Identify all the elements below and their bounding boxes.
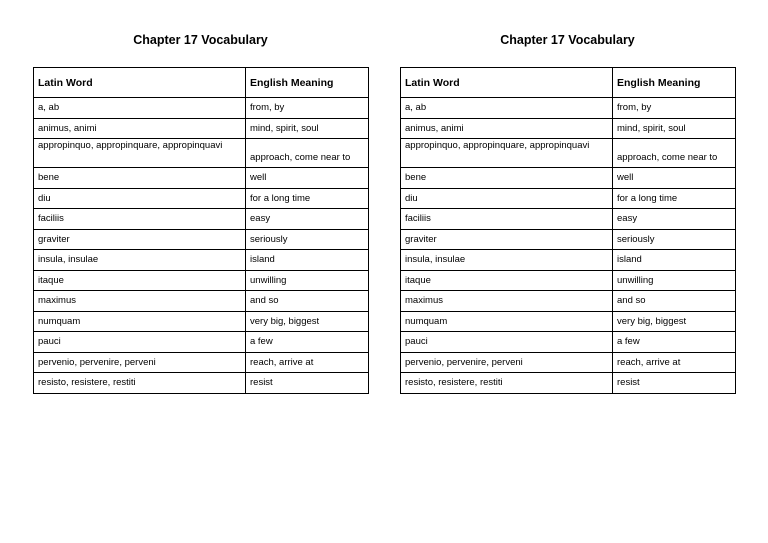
table-row bbox=[34, 332, 369, 353]
table-row bbox=[401, 352, 736, 373]
table-row bbox=[34, 209, 369, 230]
english-meaning-cell: a few bbox=[246, 332, 369, 353]
vocab-table bbox=[400, 67, 736, 394]
table-row bbox=[34, 229, 369, 250]
latin-word-cell: animus, animi bbox=[34, 118, 246, 139]
english-meaning-cell: island bbox=[246, 250, 369, 271]
table-row bbox=[401, 118, 736, 139]
english-meaning-cell: from, by bbox=[613, 98, 736, 119]
latin-word-cell: pervenio, pervenire, perveni bbox=[34, 352, 246, 373]
latin-word-cell: bene bbox=[34, 168, 246, 189]
latin-word-cell: insula, insulae bbox=[34, 250, 246, 271]
latin-word-cell: appropinquo, appropinquare, appropinquavi bbox=[401, 139, 613, 168]
table-row bbox=[34, 373, 369, 394]
latin-word-cell: a, ab bbox=[401, 98, 613, 119]
english-meaning-cell: a few bbox=[613, 332, 736, 353]
english-meaning-cell: and so bbox=[246, 291, 369, 312]
english-meaning-cell: well bbox=[613, 168, 736, 189]
latin-word-cell: pervenio, pervenire, perveni bbox=[401, 352, 613, 373]
english-meaning-cell: easy bbox=[246, 209, 369, 230]
table-row bbox=[401, 311, 736, 332]
latin-word-cell: animus, animi bbox=[401, 118, 613, 139]
english-meaning-cell: reach, arrive at bbox=[246, 352, 369, 373]
table-row bbox=[34, 139, 369, 168]
table-row bbox=[34, 250, 369, 271]
table-header-row bbox=[34, 68, 369, 98]
english-meaning-cell: very big, biggest bbox=[246, 311, 369, 332]
latin-word-cell: appropinquo, appropinquare, appropinquavi bbox=[34, 139, 246, 168]
header-english-meaning: English Meaning bbox=[246, 68, 369, 98]
table-row bbox=[401, 291, 736, 312]
english-meaning-cell: resist bbox=[246, 373, 369, 394]
latin-word-cell: graviter bbox=[34, 229, 246, 250]
latin-word-cell: numquam bbox=[34, 311, 246, 332]
latin-word-cell: insula, insulae bbox=[401, 250, 613, 271]
table-row bbox=[34, 168, 369, 189]
latin-word-cell: bene bbox=[401, 168, 613, 189]
table-row bbox=[34, 311, 369, 332]
english-meaning-cell: unwilling bbox=[613, 270, 736, 291]
latin-word-cell: faciliis bbox=[401, 209, 613, 230]
latin-word-cell: faciliis bbox=[34, 209, 246, 230]
english-meaning-cell: mind, spirit, soul bbox=[246, 118, 369, 139]
latin-word-cell: numquam bbox=[401, 311, 613, 332]
table-row bbox=[401, 209, 736, 230]
english-meaning-cell: easy bbox=[613, 209, 736, 230]
english-meaning-cell: seriously bbox=[613, 229, 736, 250]
english-meaning-cell: seriously bbox=[246, 229, 369, 250]
table-row bbox=[401, 332, 736, 353]
english-meaning-cell: approach, come near to bbox=[246, 139, 369, 168]
latin-word-cell: pauci bbox=[34, 332, 246, 353]
table-row bbox=[401, 373, 736, 394]
english-meaning-cell: and so bbox=[613, 291, 736, 312]
english-meaning-cell: for a long time bbox=[246, 188, 369, 209]
header-english-meaning: English Meaning bbox=[613, 68, 736, 98]
latin-word-cell: a, ab bbox=[34, 98, 246, 119]
latin-word-cell: maximus bbox=[401, 291, 613, 312]
table-row bbox=[401, 229, 736, 250]
latin-word-cell: itaque bbox=[401, 270, 613, 291]
table-row bbox=[34, 270, 369, 291]
english-meaning-cell: reach, arrive at bbox=[613, 352, 736, 373]
english-meaning-cell: unwilling bbox=[246, 270, 369, 291]
page-title: Chapter 17 Vocabulary bbox=[500, 33, 635, 47]
latin-word-cell: diu bbox=[401, 188, 613, 209]
table-row bbox=[34, 98, 369, 119]
header-latin-word: Latin Word bbox=[401, 68, 613, 98]
latin-word-cell: graviter bbox=[401, 229, 613, 250]
table-row bbox=[401, 98, 736, 119]
table-row bbox=[34, 188, 369, 209]
table-header-row bbox=[401, 68, 736, 98]
table-row bbox=[34, 291, 369, 312]
english-meaning-cell: approach, come near to bbox=[613, 139, 736, 168]
table-row bbox=[34, 118, 369, 139]
latin-word-cell: resisto, resistere, restiti bbox=[34, 373, 246, 394]
latin-word-cell: diu bbox=[34, 188, 246, 209]
table-row bbox=[401, 270, 736, 291]
english-meaning-cell: mind, spirit, soul bbox=[613, 118, 736, 139]
header-latin-word: Latin Word bbox=[34, 68, 246, 98]
english-meaning-cell: resist bbox=[613, 373, 736, 394]
table-row bbox=[34, 352, 369, 373]
table-row bbox=[401, 250, 736, 271]
table-row bbox=[401, 168, 736, 189]
vocab-table bbox=[33, 67, 369, 394]
latin-word-cell: maximus bbox=[34, 291, 246, 312]
table-row bbox=[401, 139, 736, 168]
latin-word-cell: itaque bbox=[34, 270, 246, 291]
english-meaning-cell: for a long time bbox=[613, 188, 736, 209]
english-meaning-cell: very big, biggest bbox=[613, 311, 736, 332]
english-meaning-cell: island bbox=[613, 250, 736, 271]
latin-word-cell: pauci bbox=[401, 332, 613, 353]
table-row bbox=[401, 188, 736, 209]
latin-word-cell: resisto, resistere, restiti bbox=[401, 373, 613, 394]
english-meaning-cell: from, by bbox=[246, 98, 369, 119]
english-meaning-cell: well bbox=[246, 168, 369, 189]
page-title: Chapter 17 Vocabulary bbox=[133, 33, 268, 47]
